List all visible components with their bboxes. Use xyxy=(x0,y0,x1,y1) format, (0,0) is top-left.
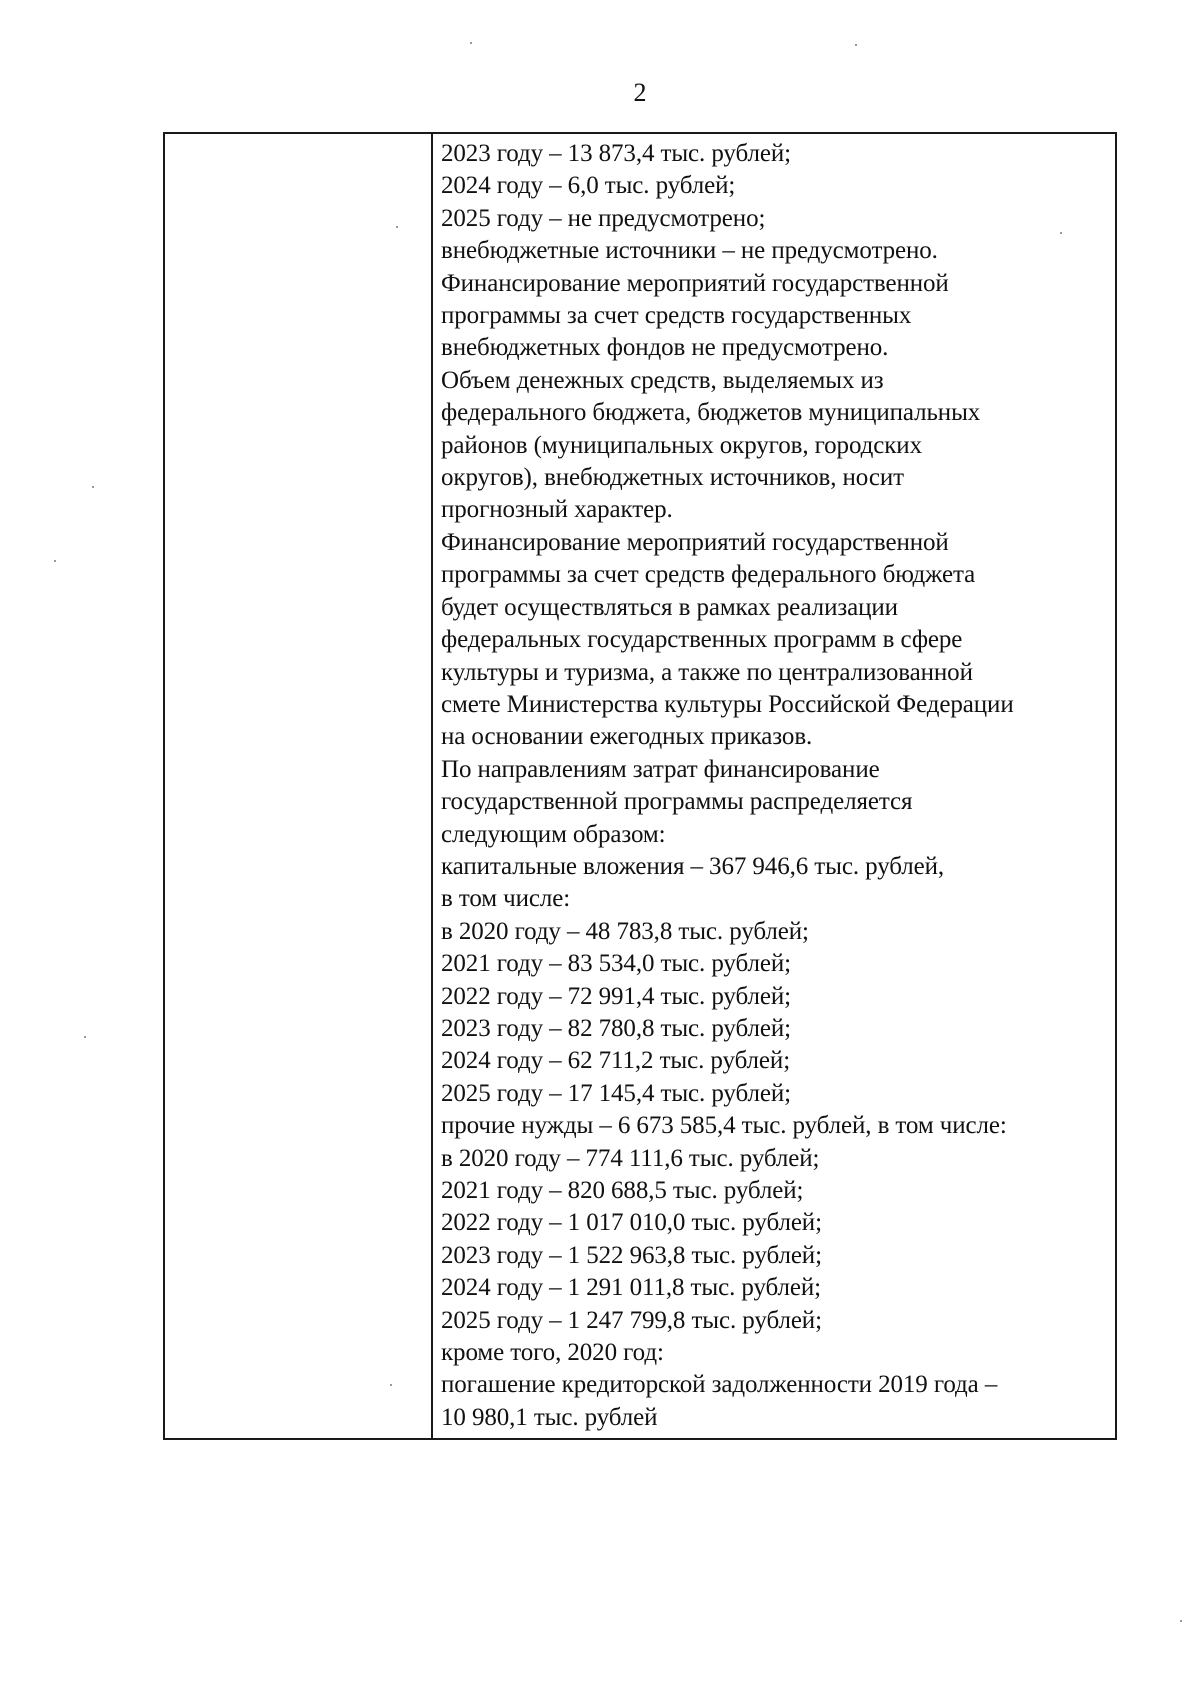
text-line: будет осуществляться в рамках реализации xyxy=(441,593,898,621)
text-line: прогнозный характер. xyxy=(441,496,673,524)
scan-speck xyxy=(54,560,56,562)
text-line: 2021 году – 83 534,0 тыс. рублей; xyxy=(441,950,791,978)
scan-speck xyxy=(1060,232,1062,234)
text-line: Объем денежных средств, выделяемых из xyxy=(441,366,884,394)
table-right-cell xyxy=(433,134,1115,1438)
text-line: районов (муниципальных округов, городских xyxy=(441,431,922,459)
program-table xyxy=(163,132,1117,1440)
text-line: государственной программы распределяется xyxy=(441,788,913,816)
text-line: 2023 году – 82 780,8 тыс. рублей; xyxy=(441,1014,791,1042)
text-line: 2024 году – 6,0 тыс. рублей; xyxy=(441,172,736,200)
text-line: на основании ежегодных приказов. xyxy=(441,723,813,751)
text-line: 10 980,1 тыс. рублей xyxy=(441,1403,658,1431)
text-line: 2021 году – 820 688,5 тыс. рублей; xyxy=(441,1177,804,1204)
text-line: 2025 году – не предусмотрено; xyxy=(441,204,766,232)
text-line: 2025 году – 1 247 799,8 тыс. рублей; xyxy=(441,1306,822,1334)
text-line: программы за счет средств федерального бюджета xyxy=(441,561,976,589)
text-line: в 2020 году – 774 111,6 тыс. рублей; xyxy=(441,1144,820,1172)
text-line: кроме того, 2020 год: xyxy=(441,1339,664,1367)
page-number: 2 xyxy=(633,78,647,107)
scan-speck xyxy=(84,1036,86,1038)
text-line: По направлениям затрат финансирование xyxy=(441,755,880,783)
text-line: 2022 году – 1 017 010,0 тыс. рублей; xyxy=(441,1209,822,1237)
text-line: следующим образом: xyxy=(441,820,666,848)
text-line: внебюджетных фондов не предусмотрено. xyxy=(441,334,889,362)
text-line: Финансирование мероприятий государственной xyxy=(441,269,949,297)
text-line: в 2020 году – 48 783,8 тыс. рублей; xyxy=(441,917,809,945)
text-line: внебюджетные источники – не предусмотрено. xyxy=(441,237,938,265)
text-line: программы за счет средств государственных xyxy=(441,302,912,330)
text-line: 2023 году – 13 873,4 тыс. рублей; xyxy=(441,140,791,167)
scan-speck xyxy=(470,42,472,44)
scan-speck xyxy=(92,486,94,488)
text-line: 2025 году – 17 145,4 тыс. рублей; xyxy=(441,1079,791,1107)
text-line: округов), внебюджетных источников, носит xyxy=(441,464,904,492)
text-line: федеральных государственных программ в сфере xyxy=(441,626,963,654)
scan-speck xyxy=(390,1384,392,1386)
text-line: 2022 году – 72 991,4 тыс. рублей; xyxy=(441,982,791,1010)
text-line: в том числе: xyxy=(441,885,571,913)
text-line: капитальные вложения – 367 946,6 тыс. рублей, xyxy=(441,852,945,880)
scan-speck xyxy=(396,226,398,228)
text-line: прочие нужды – 6 673 585,4 тыс. рублей, в том числе: xyxy=(441,1112,1007,1140)
scan-speck xyxy=(855,44,857,46)
text-line: погашение кредиторской задолженности 2019 года – xyxy=(441,1371,998,1399)
text-line: 2024 году – 62 711,2 тыс. рублей; xyxy=(441,1047,791,1075)
text-line: Финансирование мероприятий государственной xyxy=(441,528,949,556)
text-line: смете Министерства культуры Российской Федерации xyxy=(441,690,1014,718)
scan-speck xyxy=(1180,1620,1182,1622)
table-left-cell xyxy=(165,134,433,1438)
text-line: 2023 году – 1 522 963,8 тыс. рублей; xyxy=(441,1241,822,1269)
text-line: культуры и туризма, а также по централизованной xyxy=(441,658,973,686)
text-line: федерального бюджета, бюджетов муниципальных xyxy=(441,399,981,427)
text-line: 2024 году – 1 291 011,8 тыс. рублей; xyxy=(441,1274,822,1302)
